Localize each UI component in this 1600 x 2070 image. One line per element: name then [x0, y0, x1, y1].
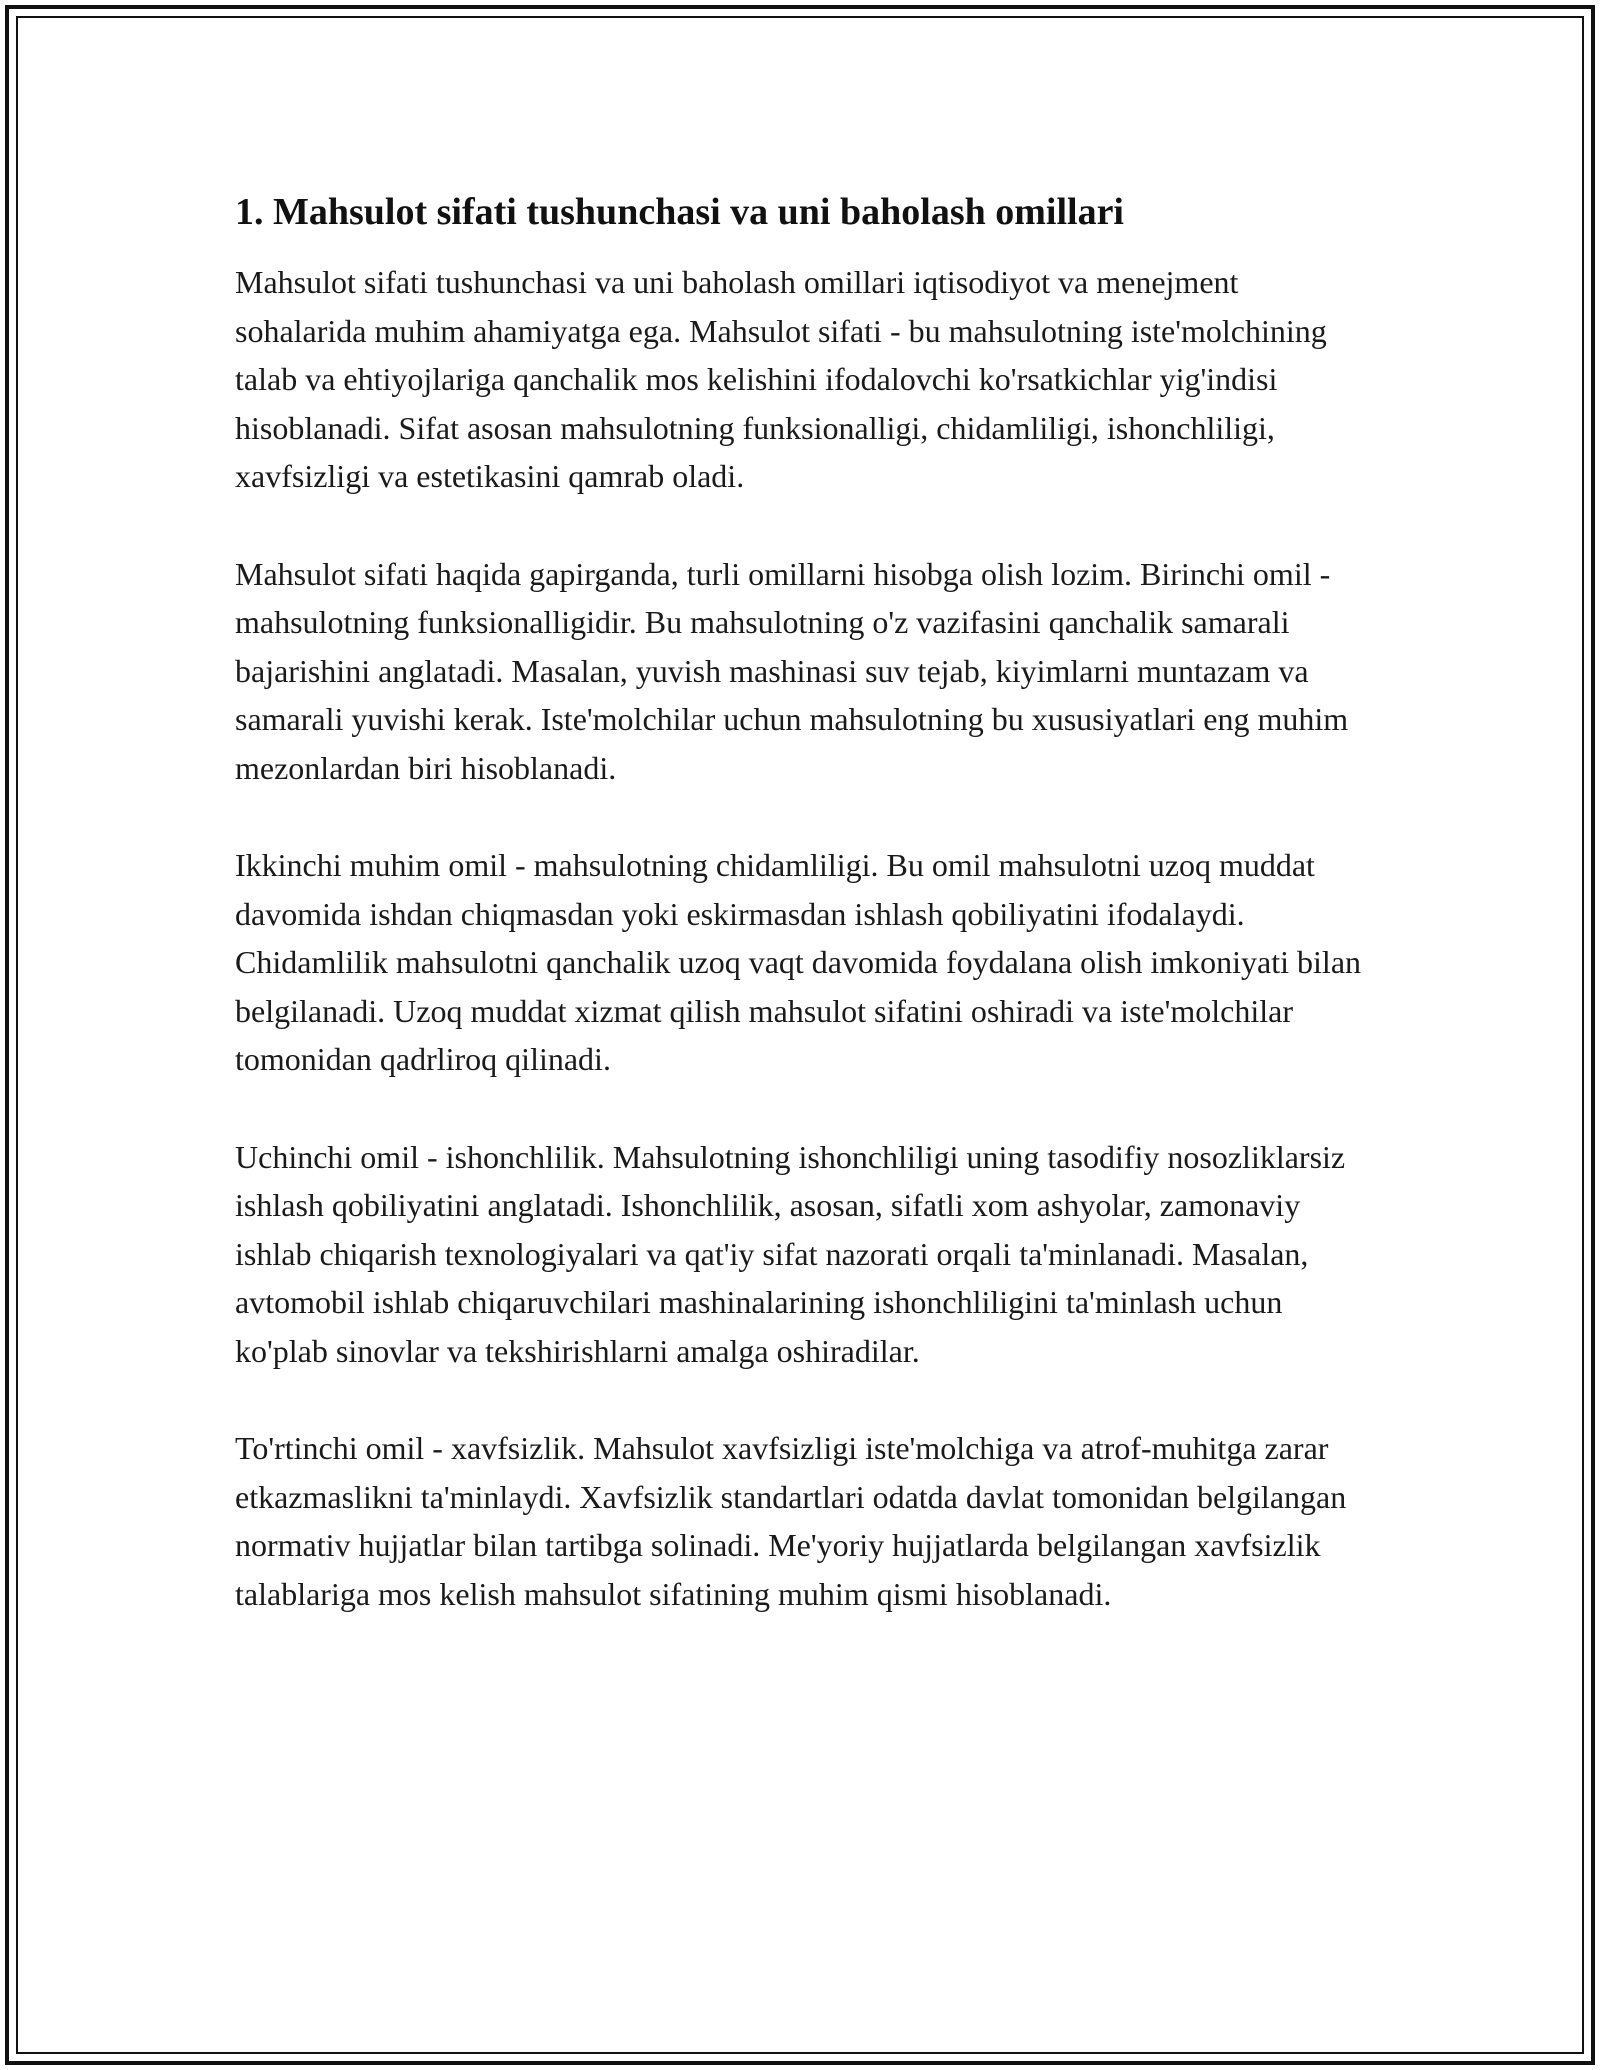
paragraph-functionality: Mahsulot sifati haqida gapirganda, turli omillarni hisobga olish lozim. Birinchi omil - mahsulotning funksionalligidir. Bu mahsulotning o'z vazifasini qanchalik samarali bajarishini anglatadi. Masalan, yuvish mashinasi suv tejab, kiyimlarni muntazam va samarali yuvishi kerak. Iste'molchilar uchun mahsulotning bu xususiyatlari eng muhim mezonlardan biri hisoblanadi. — [235, 555, 1349, 786]
paragraph-durability: Ikkinchi muhim omil - mahsulotning chidamliligi. Bu omil mahsulotni uzoq muddat davomida ishdan chiqmasdan yoki eskirmasdan ishlash qobiliyatini ifodalaydi. Chidamlilik mahsulotni qanchalik uzoq vaqt davomida foydalana olish imkoniyati bilan belgilanadi. Uzoq muddat xizmat qilish mahsulot sifatini oshiradi va iste'molchilar tomonidan qadrliroq qilinadi. — [235, 847, 1362, 1077]
paragraph-safety: To'rtinchi omil - xavfsizlik. Mahsulot xavfsizligi iste'molchiga va atrof-muhitga zarar etkazmaslikni ta'minlaydi. Xavfsizlik standartlari odatda davlat tomonidan belgilangan normativ hujjatlar bilan tartibga solinadi. Me'yoriy hujjatlarda belgilangan xavfsizlik talablariga mos kelish mahsulot sifatining muhim qismi hisoblanadi. — [235, 1430, 1347, 1612]
section-title: 1. Mahsulot sifati tushunchasi va uni baholash omillari — [235, 191, 1124, 233]
document-body — [235, 186, 1375, 1667]
paragraph-reliability: Uchinchi omil - ishonchlilik. Mahsulotning ishonchliligi uning tasodifiy nosozliklarsiz ishlash qobiliyatini anglatadi. Ishonchlilik, asosan, sifatli xom ashyolar, zamonaviy ishlab chiqarish texnologiyalari va qat'iy sifat nazorati orqali ta'minlanadi. Masalan, avtomobil ishlab chiqaruvchilari mashinalarining ishonchliligini ta'minlash uchun ko'plab sinovlar va tekshirishlarni amalga oshiradilar. — [235, 1138, 1346, 1369]
paragraph-intro: Mahsulot sifati tushunchasi va uni baholash omillari iqtisodiyot va menejment sohalarida muhim ahamiyatga ega. Mahsulot sifati - bu mahsulotning iste'molchining talab va ehtiyojlariga qanchalik mos kelishini ifodalovchi ko'rsatkichlar yig'indisi hisoblanadi. Sifat asosan mahsulotning funksionalligi, chidamliligi, ishonchliligi, xavfsizligi va estetikasini qamrab oladi. — [235, 264, 1327, 494]
